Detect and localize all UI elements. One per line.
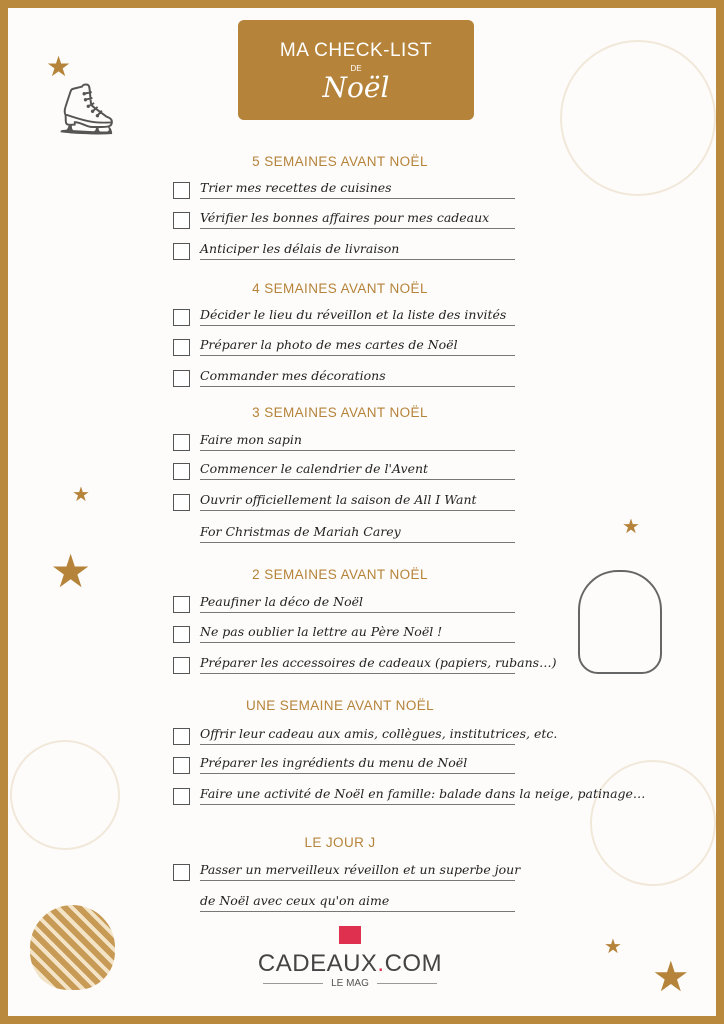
section-title: 5 SEMAINES AVANT NOËL bbox=[252, 154, 428, 169]
checkbox[interactable] bbox=[173, 339, 190, 356]
pinecone-icon bbox=[30, 905, 115, 990]
item-text: Anticiper les délais de livraison bbox=[200, 241, 515, 260]
checkbox[interactable] bbox=[173, 864, 190, 881]
star-icon: ★ bbox=[604, 936, 622, 958]
item-text: Ne pas oublier la lettre au Père Noël ! bbox=[200, 624, 515, 643]
logo-name: CADEAUX bbox=[257, 950, 378, 977]
star-icon: ★ bbox=[50, 545, 92, 597]
checkbox[interactable] bbox=[173, 309, 190, 326]
item-text: Faire mon sapin bbox=[200, 432, 515, 451]
checkbox[interactable] bbox=[173, 434, 190, 451]
checkbox[interactable] bbox=[173, 182, 190, 199]
checkbox[interactable] bbox=[173, 596, 190, 613]
checkbox[interactable] bbox=[173, 243, 190, 260]
checkbox[interactable] bbox=[173, 626, 190, 643]
section-title: UNE SEMAINE AVANT NOËL bbox=[245, 698, 435, 713]
title-banner bbox=[238, 20, 474, 120]
section-title: 4 SEMAINES AVANT NOËL bbox=[252, 281, 428, 296]
title-noel: Noël bbox=[322, 71, 390, 104]
item-text-continuation: For Christmas de Mariah Carey bbox=[200, 524, 515, 543]
leaf-decoration bbox=[560, 40, 716, 196]
gingerbread-icon bbox=[578, 570, 662, 674]
ice-skate-icon: ⛸ bbox=[55, 81, 119, 137]
star-icon: ★ bbox=[46, 51, 72, 82]
section-title: 2 SEMAINES AVANT NOËL bbox=[252, 567, 428, 582]
logo-sub: LE MAG bbox=[331, 978, 369, 989]
item-text-continuation: de Noël avec ceux qu'on aime bbox=[200, 893, 515, 912]
logo-dot: . bbox=[377, 950, 385, 977]
logo-tld: COM bbox=[384, 950, 443, 977]
checkbox[interactable] bbox=[173, 370, 190, 387]
gift-icon bbox=[339, 926, 361, 944]
leaf-decoration bbox=[10, 740, 120, 850]
item-text: Préparer les accessoires de cadeaux (papiers, rubans…) bbox=[200, 655, 515, 674]
checkbox[interactable] bbox=[173, 728, 190, 745]
item-text: Offrir leur cadeau aux amis, collègues, institutrices, etc. bbox=[200, 726, 515, 745]
item-text: Passer un merveilleux réveillon et un superbe jour bbox=[200, 862, 515, 881]
item-text: Ouvrir officiellement la saison de All I Want bbox=[200, 492, 515, 511]
item-text: Peaufiner la déco de Noël bbox=[200, 594, 515, 613]
checkbox[interactable] bbox=[173, 463, 190, 480]
cadeaux-logo bbox=[250, 922, 450, 989]
title-line1: MA CHECK-LIST bbox=[279, 40, 433, 61]
checkbox[interactable] bbox=[173, 757, 190, 774]
star-icon: ★ bbox=[622, 516, 640, 538]
item-text: Commencer le calendrier de l'Avent bbox=[200, 461, 515, 480]
item-text: Préparer les ingrédients du menu de Noël bbox=[200, 755, 515, 774]
item-text: Trier mes recettes de cuisines bbox=[200, 180, 515, 199]
item-text: Vérifier les bonnes affaires pour mes cadeaux bbox=[200, 210, 515, 229]
checkbox[interactable] bbox=[173, 212, 190, 229]
section-title: 3 SEMAINES AVANT NOËL bbox=[252, 405, 428, 420]
item-text: Décider le lieu du réveillon et la liste des invités bbox=[200, 307, 515, 326]
checkbox[interactable] bbox=[173, 788, 190, 805]
star-icon: ★ bbox=[72, 484, 90, 506]
section-title: LE JOUR J bbox=[304, 835, 376, 850]
star-icon: ★ bbox=[652, 953, 690, 1000]
title-line2: DE bbox=[350, 64, 362, 73]
checkbox[interactable] bbox=[173, 657, 190, 674]
leaf-decoration bbox=[590, 760, 716, 886]
item-text: Préparer la photo de mes cartes de Noël bbox=[200, 337, 515, 356]
item-text: Commander mes décorations bbox=[200, 368, 515, 387]
checkbox[interactable] bbox=[173, 494, 190, 511]
item-text: Faire une activité de Noël en famille: balade dans la neige, patinage… bbox=[200, 786, 515, 805]
